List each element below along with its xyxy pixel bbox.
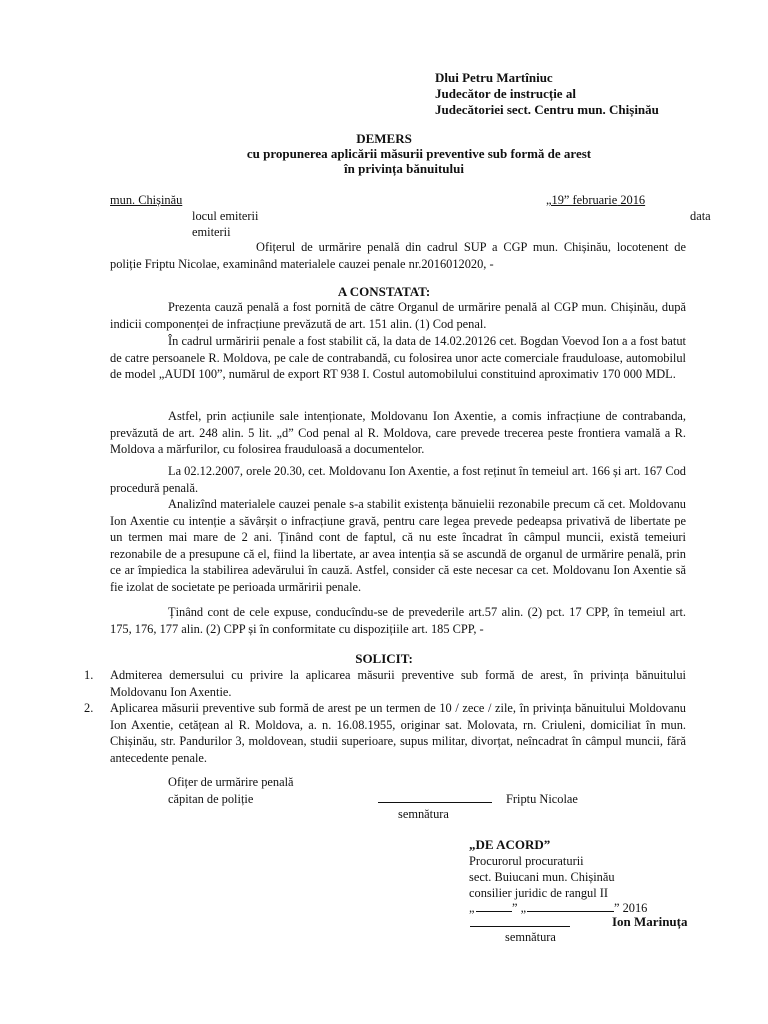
date-of-issue xyxy=(546,192,645,209)
approval-name: Ion Marinuța xyxy=(612,914,688,929)
place-label-2: emiterii xyxy=(192,225,231,239)
officer-role-1: Ofițer de urmărire penală xyxy=(168,775,294,789)
approval-date-year: ” 2016 xyxy=(614,901,648,915)
place-of-issue: mun. Chișinău xyxy=(110,193,183,207)
approval-line-1: Procurorul procuraturii xyxy=(469,854,584,868)
addressee-line-1: Dlui Petru Martîniuc xyxy=(435,70,553,85)
approval-date-open-quote: „ xyxy=(469,901,475,915)
addressee-line-2: Judecător de instrucție al xyxy=(435,86,576,101)
request-2-text: Aplicarea măsurii preventive sub formă de arest pe un termen de 10 / zece / zile, în privința bănuitului Moldovanu Ion Axentie, cetățean al R. Moldova, a. n. 16.08.1955, originar sat. Molovata, rn. Criuleni, domiciliat în mun. Chișinău, str. Pandurilor 3, moldovean, studii superioare, supus militar, divorțat, neîncadrat în câmpul muncii, fără antecedente penale. xyxy=(110,701,686,765)
date-day: „19” xyxy=(546,193,573,207)
addressee-line-3: Judecătoriei sect. Centru mun. Chișinău xyxy=(435,102,659,117)
request-1-text: Admiterea demersului cu privire la aplicarea măsurii preventive sub formă de arest, în privința bănuitului Moldovanu Ion Axentie. xyxy=(110,668,686,699)
constatat-heading: A CONSTATAT: xyxy=(337,284,431,299)
approval-heading: „DE ACORD” xyxy=(469,837,551,852)
paragraph-2: În cadrul urmăririi penale a fost stabilit că, la data de 14.02.20126 cet. Bogdan Voevod Ion a a fost batut de catre persoanele R. Moldova, pe cale de contrabandă, cu folosirea unor acte comerciale frauduloase, automobilul de model „AUDI 100”, numărul de export RT 938 I. Costul automobilului constituind aproximativ 170 000 MDL. xyxy=(110,334,686,382)
approval-line-2: sect. Buiucani mun. Chișinău xyxy=(469,870,615,884)
approval-date-day-blank xyxy=(476,911,512,912)
paragraph-3: Astfel, prin acțiunile sale intenționate, Moldovanu Ion Axentie, a comis infracțiune de contrabanda, prevăzută de art. 248 alin. 5 lit. „d” Cod penal al R. Moldova, care prevede trecerea peste frontiera vamală a R. Moldova a mărfurilor, cu folosirea frauduloasă a documentelor. xyxy=(110,409,686,457)
document-subtitle-2: în privința bănuitului xyxy=(344,161,464,176)
request-1-number: 1. xyxy=(84,668,94,682)
place-label: locul emiterii xyxy=(192,209,259,223)
approval-date-month-blank xyxy=(527,911,614,912)
date-month: februarie xyxy=(572,193,618,207)
date-label: data xyxy=(690,209,711,223)
document-subtitle-1: cu propunerea aplicării măsurii preventive sub formă de arest xyxy=(246,146,592,161)
officer-signature-caption: semnătura xyxy=(398,807,449,821)
paragraph-4: La 02.12.2007, orele 20.30, cet. Moldovanu Ion Axentie, a fost reținut în temeiul art. 166 și art. 167 Cod procedură penală. xyxy=(110,464,686,495)
paragraph-6: Ținând cont de cele expuse, conducîndu-se de prevederile art.57 alin. (2) pct. 17 CPP, în temeiul art. 175, 176, 177 alin. (2) CPP și în conformitate cu dispozițiile art. 185 CPP, - xyxy=(110,605,686,636)
document-title: DEMERS xyxy=(356,131,412,146)
officer-name: Friptu Nicolae xyxy=(506,792,578,806)
intro-paragraph: Ofițerul de urmărire penală din cadrul SUP a CGP mun. Chișinău, locotenent de poliție Friptu Nicolae, examinând materialele cauzei penale nr.2016012020, - xyxy=(110,240,686,271)
approval-signature-line xyxy=(470,926,570,927)
approval-signature-caption: semnătura xyxy=(505,930,556,944)
paragraph-1: Prezenta cauză penală a fost pornită de către Organul de urmărire penală al CGP mun. Chișinău, după indicii componenței de infracțiune prevăzută de art. 151 alin. (1) Cod penal. xyxy=(110,300,686,331)
request-2-number: 2. xyxy=(84,701,94,715)
officer-signature-line xyxy=(378,802,492,803)
paragraph-5: Analizînd materialele cauzei penale s-a stabilit existența bănuielii rezonabile precum că cet. Moldovanu Ion Axentie cu intenție a săvârșit o infracțiune gravă, pentru care legea prevede pedeapsa privativă de libertate pe un termen mai mare de 2 ani. Ținând cont de faptul, că nu este încadrat în câmpul muncii, există temeiuri rezonabile de a presupune că el, fiind la libertate, ar avea intenția să se ascundă de organul de urmărire penală, prin ce ar împiedica la stabilirea adevărului în cauză. Astfel, consider că este necesar ca cet. Moldovanu Ion Axentie să fie izolat de societate pe perioada urmăririi penale. xyxy=(110,497,686,594)
approval-date-mid-quote: ” „ xyxy=(512,901,527,915)
approval-line-3: consilier juridic de rangul II xyxy=(469,886,609,900)
officer-role-2: căpitan de poliție xyxy=(168,792,254,806)
solicit-heading: SOLICIT: xyxy=(355,651,413,666)
date-year: 2016 xyxy=(617,193,646,207)
